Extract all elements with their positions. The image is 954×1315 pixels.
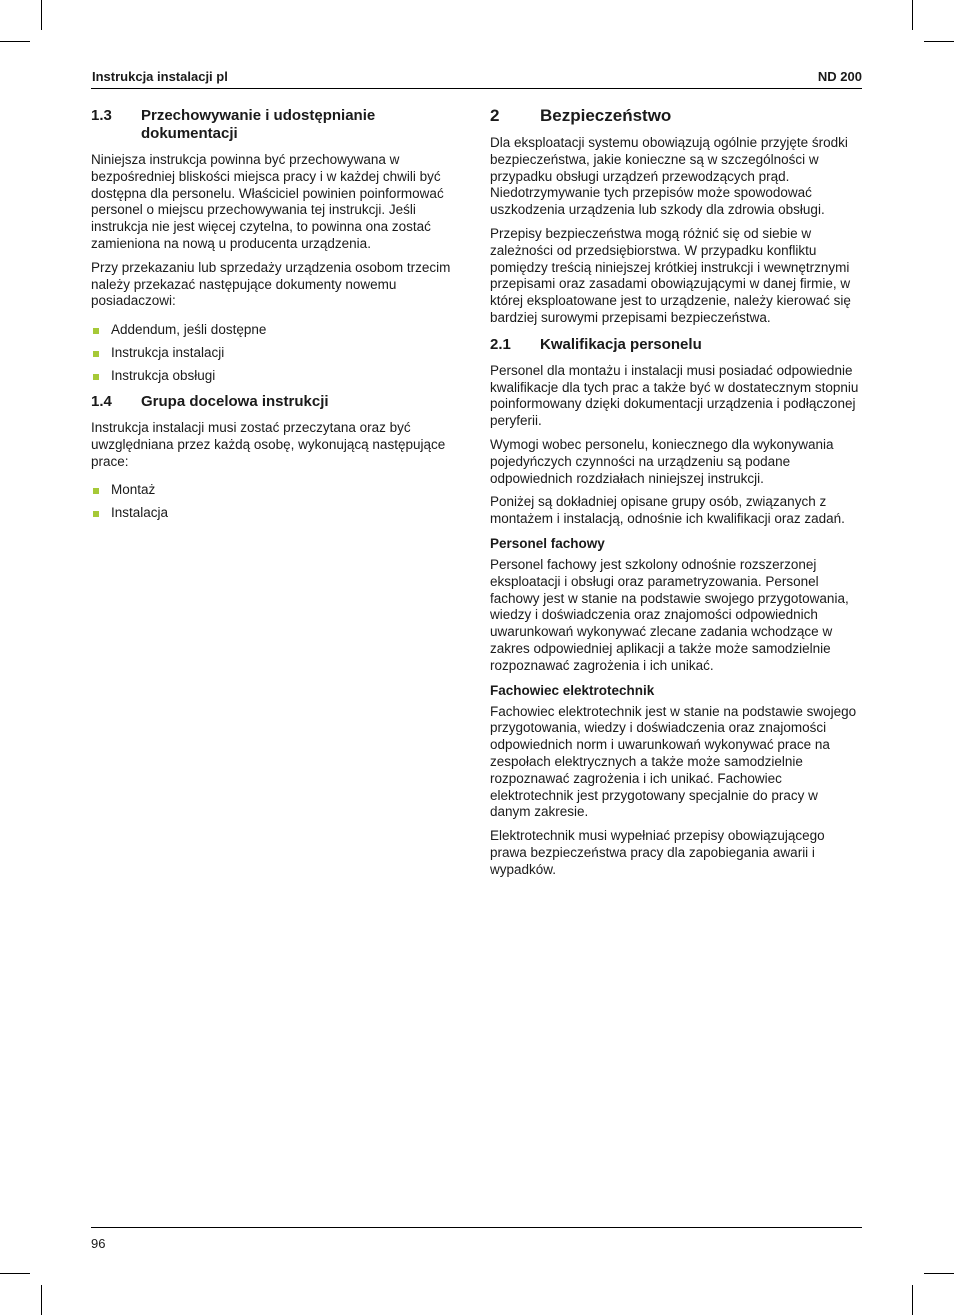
- paragraph: Niniejsza instrukcja powinna być przechowywana w bezpośredniej bliskości miejsca pracy i w każdej chwili być dostępna dla personelu. Właściciel powinien poinformować personel o miejscu przechowywania tej instrukcji. Jeśli instrukcja nie jest więcej czytelna, to powinna ona zostać zamieniona na nową u producenta urządzenia.: [91, 152, 444, 251]
- paragraph: Elektrotechnik musi wypełniać przepisy obowiązującego prawa bezpieczeństwa pracy dla zapobiegania awarii i wypadków.: [490, 828, 825, 877]
- paragraph: Przepisy bezpieczeństwa mogą różnić się od siebie w zależności od przedsiębiorstwa. W przypadku konfliktu pomiędzy treścią niniejszej krótkiej instrukcji i wewnętrznymi przepisami oraz zasadami obowiązującymi w danej firmie, w której eksploatowane jest to urządzenie, należy kierować się bardziej surowymi przepisami bezpieczeństwa.: [490, 225, 851, 325]
- section-number: 1.3: [91, 107, 112, 124]
- section-heading: [91, 107, 457, 143]
- list-item: Instalacja: [91, 505, 457, 522]
- crop-mark: [41, 0, 42, 30]
- section-title: Grupa docelowa instrukcji: [141, 392, 329, 410]
- crop-mark: [41, 1285, 42, 1315]
- paragraph: Personel fachowy jest szkolony odnośnie rozszerzonej eksploatacji i obsługi oraz parametryzowania. Personel fachowy jest w stanie na podstawie swojego przygotowania, wiedzy i doświadczenia oraz znajomości odpowiednich uwarunkowań wykonywać zlecane zadania wchodzące w zakres odpowiedniej aplikacji a także może samodzielnie rozpoznawać zagrożenia i ich unikać.: [490, 556, 849, 673]
- bullet-square-icon: [93, 488, 99, 494]
- list-item: Instrukcja obsługi: [91, 368, 457, 385]
- chapter-title: Bezpieczeństwo: [540, 106, 672, 125]
- bullet-square-icon: [93, 328, 99, 334]
- paragraph: Poniżej są dokładniej opisane grupy osób, związanych z montażem i instalacją, odnośnie ich kwalifikacji oraz zadań.: [490, 494, 845, 527]
- subheading: Fachowiec elektrotechnik: [490, 682, 655, 698]
- section-heading: [91, 393, 457, 411]
- section-heading: [490, 336, 862, 354]
- header-product: ND 200: [817, 69, 862, 84]
- page-number: 96: [91, 1236, 106, 1251]
- bullet-list: [91, 322, 457, 385]
- crop-mark: [0, 1273, 30, 1274]
- section-number: 2.1: [490, 335, 511, 353]
- paragraph: Przy przekazaniu lub sprzedaży urządzenia osobom trzecim należy przekazać następujące dokumenty nowemu posiadaczowi:: [91, 259, 451, 309]
- subheading: Personel fachowy: [490, 535, 605, 551]
- crop-mark: [924, 41, 954, 42]
- bullet-square-icon: [93, 351, 99, 357]
- paragraph: Fachowiec elektrotechnik jest w stanie na podstawie swojego przygotowania, wiedzy i doświadczenia oraz znajomości odpowiednich norm i uwarunkowań wykonywać prace na zespołach elektrycznych a także może samodzielnie rozpoznawać zagrożenia i ich unikać. Fachowiec elektrotechnik jest przygotowany specjalnie do pracy w danym zakresie.: [490, 703, 857, 820]
- crop-mark: [912, 0, 913, 30]
- bullet-square-icon: [93, 374, 99, 380]
- crop-mark: [0, 41, 30, 42]
- right-column: [490, 107, 862, 885]
- list-item: Instrukcja instalacji: [91, 345, 457, 362]
- crop-mark: [912, 1285, 913, 1315]
- page-header: [91, 68, 862, 89]
- footer-rule: [91, 1227, 862, 1228]
- section-title: Kwalifikacja personelu: [540, 335, 702, 353]
- bullet-list: [91, 482, 457, 522]
- chapter-number: 2: [490, 106, 500, 125]
- list-item: Montaż: [91, 482, 457, 499]
- list-item: Addendum, jeśli dostępne: [91, 322, 457, 339]
- paragraph: Dla eksploatacji systemu obowiązują ogólnie przyjęte środki bezpieczeństwa, jakie konieczne są w szczególności w przypadku obsługi urządzeń przewodzących prąd. Niedotrzymywanie tych przepisów może spowodować uszkodzenia urządzenia lub szkody dla zdrowia obsługi.: [490, 135, 848, 218]
- section-number: 1.4: [91, 392, 112, 410]
- paragraph: Wymogi wobec personelu, koniecznego dla wykonywania pojedyńczych czynności na urządzeniu są podane odpowiednich rozdziałach niniejszej instrukcji.: [490, 436, 834, 486]
- left-column: [91, 107, 457, 530]
- paragraph: Instrukcja instalacji musi zostać przeczytana oraz być uwzględniana przez każdą osobę, wykonującą następujące prace:: [91, 419, 446, 469]
- section-title: Przechowywanie i udostępnianie dokumentacji: [141, 107, 376, 142]
- crop-mark: [924, 1273, 954, 1274]
- paragraph: Personel dla montażu i instalacji musi posiadać odpowiednie kwalifikacje dla tych prac a także być w dostatecznym stopniu poinformowany dzięki dokumentacji urządzenia i podłączonej peryferii.: [490, 362, 859, 429]
- header-title: Instrukcja instalacji pl: [92, 69, 228, 84]
- chapter-heading: [490, 106, 862, 126]
- bullet-square-icon: [93, 511, 99, 517]
